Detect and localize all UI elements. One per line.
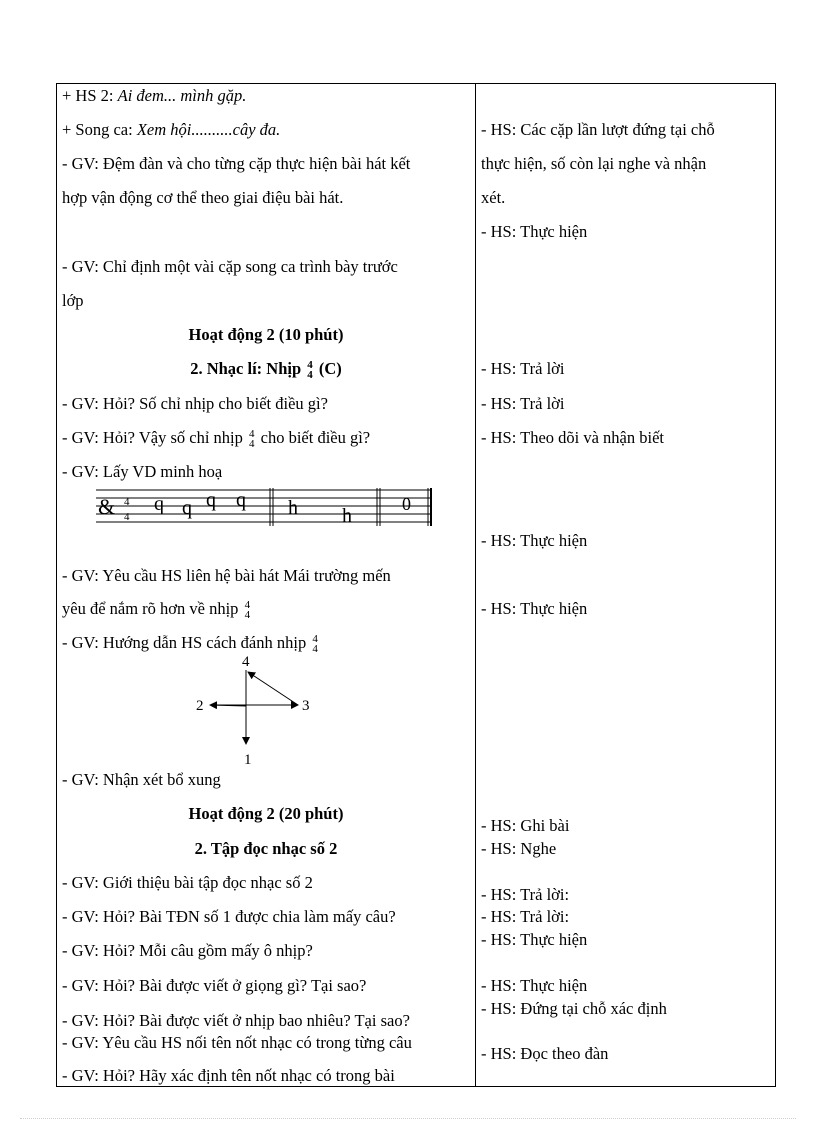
staff-time-bottom: 4 xyxy=(124,511,130,523)
gv-hoi-line2: - GV: Hỏi? Vậy số chỉ nhịp 4 4 cho biết điều gì? xyxy=(62,428,371,451)
staff-time-top: 4 xyxy=(124,496,130,508)
staff-example xyxy=(96,484,432,530)
gv-hoi-line1: - GV: Hỏi? Số chỉ nhịp cho biết điều gì? xyxy=(62,394,328,413)
gv-dem-dan-line1: - GV: Đệm đàn và cho từng cặp thực hiện bài hát kết xyxy=(62,154,411,173)
gv-nhan-xet-line: - GV: Nhận xét bổ xung xyxy=(62,770,221,789)
beat-pattern-diagram xyxy=(190,652,320,768)
hs-nghe: - HS: Nghe xyxy=(481,839,557,858)
hs-dung-tai-cho: - HS: Đứng tại chỗ xác định xyxy=(481,999,667,1018)
beat-label-2: 2 xyxy=(196,698,204,714)
songca-line: + Song ca: Xem hội..........cây đa. xyxy=(62,120,281,139)
gv-chi-dinh-line1: - GV: Chỉ định một vài cặp song ca trình bày trước xyxy=(62,257,398,276)
staff-note: q xyxy=(154,493,164,515)
beat-label-4: 4 xyxy=(242,654,250,670)
staff-note: h xyxy=(288,497,298,519)
gv-yeu-cau-line1: - GV: Yêu cầu HS liên hệ bài hát Mái trường mến xyxy=(62,566,391,585)
beat-label-3: 3 xyxy=(302,698,310,714)
time-signature: 4 4 xyxy=(312,633,318,656)
staff-note: h xyxy=(342,505,352,527)
gv-hoi-giong-line: - GV: Hỏi? Bài được viết ở giọng gì? Tại sao? xyxy=(62,976,367,995)
gv-hoi-xac-dinh-line: - GV: Hỏi? Hãy xác định tên nốt nhạc có trong bài xyxy=(62,1066,395,1085)
gv-yeu-cau-not-line: - GV: Yêu cầu HS nối tên nốt nhạc có trong từng câu xyxy=(62,1033,412,1052)
activity-title-20min: Hoạt động 2 (20 phút) xyxy=(188,804,344,823)
beat-label-1: 1 xyxy=(244,752,252,768)
hs-tra-loi-1: - HS: Trả lời xyxy=(481,359,565,378)
activity-title-10min: Hoạt động 2 (10 phút) xyxy=(188,325,344,344)
hs-tra-loi-2: - HS: Trả lời xyxy=(481,394,565,413)
hs-tra-loi-3: - HS: Trả lời: xyxy=(481,885,570,904)
gv-hoi-nhip-line: - GV: Hỏi? Bài được viết ở nhịp bao nhiêu? Tại sao? xyxy=(62,1011,410,1030)
tap-doc-nhac-title: 2. Tập đọc nhạc số 2 xyxy=(194,839,338,858)
gv-chi-dinh-line2: lớp xyxy=(62,291,84,310)
gv-hoi-o-nhip-line: - GV: Hỏi? Mỗi câu gồm mấy ô nhịp? xyxy=(62,941,313,960)
gv-gioi-thieu-line: - GV: Giới thiệu bài tập đọc nhạc số 2 xyxy=(62,873,313,892)
gv-vd-line: - GV: Lấy VD minh hoạ xyxy=(62,462,223,481)
hs-cap-line1: - HS: Các cặp lần lượt đứng tại chỗ xyxy=(481,120,715,139)
staff-note: q xyxy=(206,489,216,511)
gv-dem-dan-line2: hợp vận động cơ thể theo giai điệu bài hát. xyxy=(62,188,344,207)
hs2-line: + HS 2: Ai đem... mình gặp. xyxy=(62,86,247,105)
gv-yeu-cau-line2: yêu để nắm rõ hơn về nhịp 4 4 xyxy=(62,599,251,622)
hs-cap-line2: thực hiện, số còn lại nghe và nhận xyxy=(481,154,707,173)
hs-thuc-hien-2: - HS: Thực hiện xyxy=(481,531,588,550)
page-bottom-divider xyxy=(20,1118,796,1119)
time-signature: 4 4 xyxy=(249,428,255,451)
hs-ghi-bai: - HS: Ghi bài xyxy=(481,816,570,835)
hs-tra-loi-4: - HS: Trả lời: xyxy=(481,907,570,926)
hs-thuc-hien-1: - HS: Thực hiện xyxy=(481,222,588,241)
hs-cap-line3: xét. xyxy=(481,188,506,207)
column-divider xyxy=(475,83,476,1087)
staff-note: q xyxy=(182,497,192,519)
gv-hoi-cau-line: - GV: Hỏi? Bài TĐN số 1 được chia làm mấy câu? xyxy=(62,907,396,926)
time-signature: 4 4 xyxy=(244,599,251,622)
hs-doc-theo-dan: - HS: Đọc theo đàn xyxy=(481,1044,609,1063)
treble-clef: & xyxy=(98,494,116,519)
gv-huong-dan-line: - GV: Hướng dẫn HS cách đánh nhịp 4 4 xyxy=(62,633,318,656)
hs-theo-doi: - HS: Theo dõi và nhận biết xyxy=(481,428,664,447)
hs-thuc-hien-3: - HS: Thực hiện xyxy=(481,599,588,618)
hs-thuc-hien-5: - HS: Thực hiện xyxy=(481,976,588,995)
staff-note: q xyxy=(236,489,246,511)
nhac-li-title: 2. Nhạc lí: Nhịp 4 4 (C) xyxy=(190,359,342,382)
staff-note: 0 xyxy=(402,494,411,514)
hs-thuc-hien-4: - HS: Thực hiện xyxy=(481,930,588,949)
time-signature: 4 4 xyxy=(307,359,313,382)
